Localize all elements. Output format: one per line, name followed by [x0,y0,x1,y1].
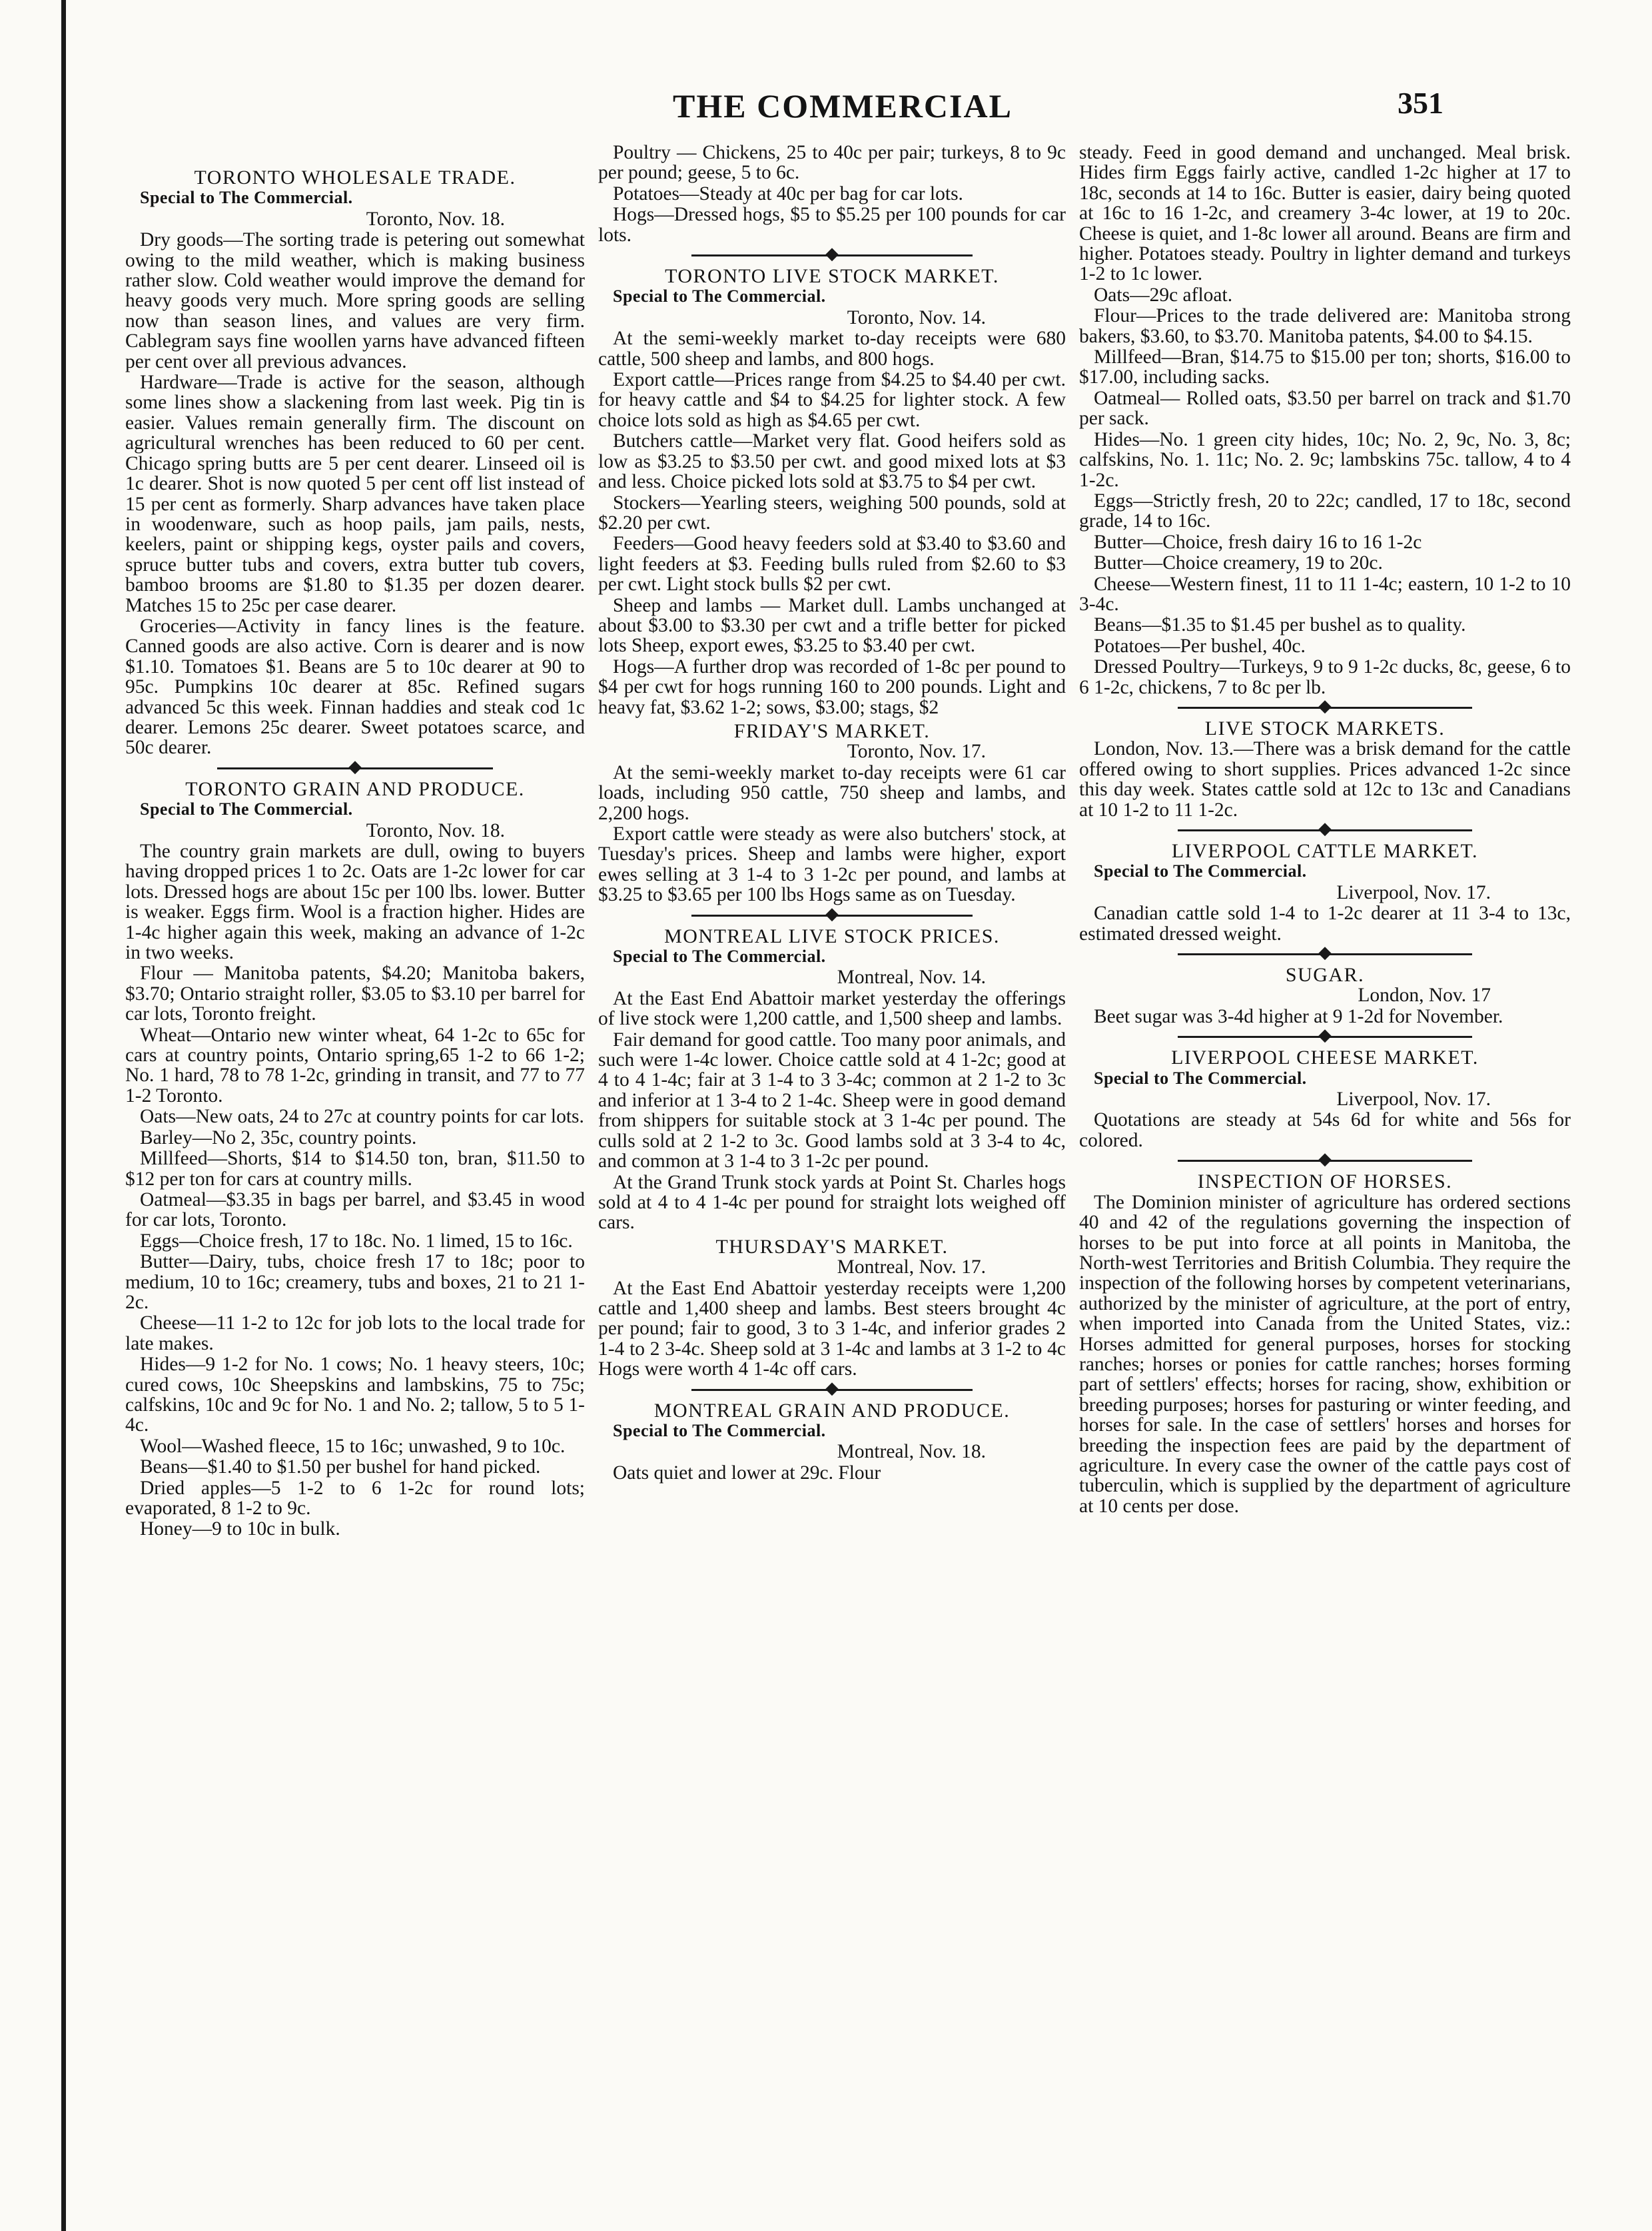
article-paragraph: Beans—$1.35 to $1.45 per bushel as to quality. [1094,614,1466,636]
article-paragraph: Millfeed—Bran, $14.75 to $15.00 per ton; shorts, $16.00 to $17.00, including sacks. [1079,346,1571,388]
article-paragraph: Honey—9 to 10c in bulk. [140,1518,340,1540]
article-paragraph: steady. Feed in good demand and unchanged. Meal brisk. Hides firm Eggs fairly active, candled 1-2c higher at 17 to 18c, seconds at 14 to 16c. Butter is easier, dairy being quoted at 16c to 16 1-2c, and creamery 3-4c lower, at 19 to 20c. Cheese is quiet, and 1-8c lower all around. Beans are firm and higher. Potatoes steady. Poultry in lighter demand and turkeys 1-2 to 1c lower. [1079,142,1571,285]
article-paragraph: Eggs—Choice fresh, 17 to 18c. No. 1 limed, 15 to 16c. [140,1230,573,1252]
column-2 [598,143,1066,1484]
article-paragraph: Millfeed—Shorts, $14 to $14.50 ton, bran, $11.50 to $12 per ton for cars at country mills. [125,1148,585,1190]
dateline: Montreal, Nov. 18. [837,1441,986,1463]
article-paragraph: Flour—Prices to the trade delivered are: Manitoba strong bakers, $3.60, to $3.70. Manitoba patents, $4.00 to $4.15. [1079,305,1571,347]
article-paragraph: Butchers cattle—Market very flat. Good heifers sold as low as $3.25 to $3.50 per cwt. and good mixed lots at $3 and less. Choice picked lots sold at $3.75 to $4 per cwt. [598,430,1066,493]
section-divider [598,908,1066,923]
article-paragraph: Hardware—Trade is active for the season, although some lines show a slackening from last week. Pig tin is easier. Values remain generally firm. The discount on agricultural wrenches has been reduced to 60 per cent. Chicago spring butts are 5 per cent dearer. Linseed oil is 1c dearer. Shot is now quoted 5 per cent off list instead of 15 per cent as formerly. Sharp advances have taken place in woodenware, such as hoop pails, jam pails, nests, keelers, paint or shipping kegs, oyster pails and covers, spruce butter tubs and covers, extra butter tub covers, bamboo brooms are $1.80 to $1.35 per dozen dearer. Matches 15 to 25c per case dearer. [125,372,585,616]
article-paragraph: Canadian cattle sold 1-4 to 1-2c dearer at 11 3-4 to 13c, estimated dressed weight. [1079,903,1571,945]
article-heading: LIVERPOOL CATTLE MARKET. [1171,840,1479,862]
page-binding-edge [61,0,66,2231]
special-correspondent-line: Special to The Commercial. [613,947,826,967]
article-paragraph: At the East End Abattoir market yesterday the offerings of live stock were 1,200 cattle, and 1,500 sheep and lambs. [598,987,1066,1030]
section-divider [598,1382,1066,1397]
article-paragraph: Export cattle were steady as were also butchers' stock, at Tuesday's prices. Sheep and lambs were higher, export ewes selling at 3 1-4 to 3 1-2c per pound, and lambs at $3.25 to $3.65 per 100 lbs Hogs same as on Tuesday. [598,823,1066,906]
section-divider [1079,1029,1571,1044]
article-paragraph: Barley—No 2, 35c, country points. [140,1126,417,1148]
article-heading: INSPECTION OF HORSES. [1197,1170,1453,1193]
article-paragraph: Eggs—Strictly fresh, 20 to 22c; candled, 17 to 18c, second grade, 14 to 16c. [1079,490,1571,532]
article-paragraph: Dried apples—5 1-2 to 6 1-2c for round lots; evaporated, 8 1-2 to 9c. [125,1477,585,1519]
dateline: London, Nov. 17 [1358,985,1491,1007]
article-paragraph: Butter—Choice, fresh dairy 16 to 16 1-2c [1094,531,1422,553]
special-correspondent-line: Special to The Commercial. [140,799,353,819]
dateline: Liverpool, Nov. 17. [1336,881,1491,903]
section-divider [1079,823,1571,837]
article-paragraph: Potatoes—Per bushel, 40c. [1094,635,1306,657]
masthead [0,79,1652,132]
article-paragraph: Potatoes—Steady at 40c per bag for car lots. [613,183,963,205]
article-paragraph: Butter—Dairy, tubs, choice fresh 17 to 18c; poor to medium, 10 to 16c; creamery, tubs and boxes, 21 to 21 1-2c. [125,1251,585,1313]
article-paragraph: The Dominion minister of agriculture has ordered sections 40 and 42 of the regulations governing the inspection of horses to be put into force at all points in Manitoba, the North-west Territories and British Columbia. They require the inspection of the following horses by competent veterinarians, authorized by the minister of agriculture, at the port of entry, when imported into Canada from the United States, viz.: Horses admitted for general purposes, horses for stocking ranches; horses or ponies for cattle ranches; horses forming part of settlers' effects; horses for racing, show, exhibition or breeding purposes; horses for pasturing or winter feeding, and horses for sale. In the case of settlers' horses and horses for breeding the inspection fees are paid by the department of agriculture. In every case the owner of the cattle pays cost of tuberculin, which is supplied by the department of agriculture at 10 cents per dose. [1079,1191,1571,1517]
column-2-text [598,143,1066,1483]
article-heading: TORONTO LIVE STOCK MARKET. [665,265,999,288]
dateline: Toronto, Nov. 17. [847,741,986,763]
article-paragraph: Flour — Manitoba patents, $4.20; Manitoba bakers, $3.70; Ontario straight roller, $3.05 to $3.10 per barrel for car lots, Toronto freight. [125,963,585,1025]
article-paragraph: The country grain markets are dull, owing to buyers having dropped prices 1 to 2c. Oats are 1-2c lower for car lots. Dressed hogs are about 15c per 100 lbs. lower. Butter is weaker. Eggs firm. Wool is a fraction higher. Hides are 1-4c higher again this week, making an advance of 1-2c in two weeks. [125,841,585,964]
article-paragraph: Oats—New oats, 24 to 27c at country points for car lots. [140,1106,584,1128]
article-paragraph: Stockers—Yearling steers, weighing 500 pounds, sold at $2.20 per cwt. [598,492,1066,534]
dateline: Toronto, Nov. 14. [847,306,986,328]
article-paragraph: Beet sugar was 3-4d higher at 9 1-2d for November. [1094,1005,1503,1027]
article-heading: THURSDAY'S MARKET. [715,1235,949,1258]
article-paragraph: Oats—29c afloat. [1094,284,1233,306]
article-paragraph: Butter—Choice creamery, 19 to 20c. [1094,552,1383,574]
article-paragraph: Wheat—Ontario new winter wheat, 64 1-2c to 65c for cars at country points, Ontario spring,65 1-2 to 66 1-2; No. 1 hard, 78 to 78 1-2c, grinding in transit, and 77 to 77 1-2 Toronto. [125,1024,585,1107]
article-paragraph: Wool—Washed fleece, 15 to 16c; unwashed, 9 to 10c. [140,1435,566,1457]
article-paragraph: Hides—9 1-2 for No. 1 cows; No. 1 heavy steers, 10c; cured cows, 10c Sheepskins and lambskins, 75 to 75c; calfskins, 10c and 9c for No. 1 and No. 2; tallow, 5 to 5 1-4c. [125,1354,585,1436]
article-heading: TORONTO WHOLESALE TRADE. [194,167,516,189]
article-paragraph: Oatmeal— Rolled oats, $3.50 per barrel on track and $1.70 per sack. [1079,387,1571,430]
dateline: Montreal, Nov. 17. [837,1256,986,1278]
article-paragraph: Hogs—Dressed hogs, $5 to $5.25 per 100 pounds for car lots. [598,204,1066,246]
column-1 [125,148,585,1540]
special-correspondent-line: Special to The Commercial. [1094,1068,1307,1088]
article-paragraph: Oats quiet and lower at 29c. Flour [613,1462,881,1484]
article-paragraph: Quotations are steady at 54s 6d for white and 56s for colored. [1079,1109,1571,1151]
article-paragraph: Oatmeal—$3.35 in bags per barrel, and $3.45 in wood for car lots, Toronto. [125,1188,585,1231]
article-paragraph: Fair demand for good cattle. Too many poor animals, and such were 1-4c lower. Choice cattle sold at 4 1-2c; good at 4 to 4 1-4c; fair at 3 1-4 to 3 3-4c; common at 2 1-2 to 3c and inferior at 1 3-4 to 2 1-4c. Sheep were in good demand from shippers for suitable stock at 3 1-4c per pound. The culls sold at 2 1-2 to 3c. Good lambs sold at 3 3-4 to 4c, and common at 3 1-4 to 3 1-2c per pound. [598,1029,1066,1172]
article-paragraph: At the Grand Trunk stock yards at Point St. Charles hogs sold at 4 to 4 1-4c per pound for straight lots weighed off cars. [598,1171,1066,1234]
section-divider [598,248,1066,262]
article-heading: MONTREAL GRAIN AND PRODUCE. [653,1399,1011,1422]
article-heading: LIVERPOOL CHEESE MARKET. [1171,1047,1479,1069]
column-3 [1079,143,1571,1517]
dateline: Montreal, Nov. 14. [837,967,986,989]
article-paragraph: At the semi-weekly market to-day receipts were 61 car loads, including 950 cattle, 750 sheep and lambs, and 2,200 hogs. [598,761,1066,824]
section-divider [1079,700,1571,715]
dateline: Toronto, Nov. 18. [366,819,505,841]
article-paragraph: At the East End Abattoir yesterday receipts were 1,200 cattle and 1,400 sheep and lambs. Best steers brought 4c per pound; fair to good, 3 to 3 1-4c, and inferior grades 2 1-4 to 2 3-4c. Sheep sold at 3 1-4c and lambs at 3 1-2 to 4c Hogs were worth 4 1-4c off cars. [598,1277,1066,1380]
article-heading: TORONTO GRAIN AND PRODUCE. [185,777,525,800]
article-paragraph: Hides—No. 1 green city hides, 10c; No. 2, 9c, No. 3, 8c; calfskins, No. 1. 11c; No. 2. 9c; lambskins 75c. tallow, 4 to 4 1-2c. [1079,428,1571,491]
article-paragraph: Hogs—A further drop was recorded of 1-8c per pound to $4 per cwt for hogs running 160 to 200 pounds. Light and heavy fat, $3.62 1-2; sows, $3.00; stags, $2 [598,656,1066,718]
special-correspondent-line: Special to The Commercial. [1094,861,1307,881]
column-3-text [1079,143,1571,1516]
article-heading: MONTREAL LIVE STOCK PRICES. [664,925,1000,947]
dateline: Toronto, Nov. 18. [366,208,505,230]
article-paragraph: Cheese—Western finest, 11 to 11 1-4c; eastern, 10 1-2 to 10 3-4c. [1079,573,1571,615]
column-1-text [125,168,585,1540]
article-paragraph: Feeders—Good heavy feeders sold at $3.40 to $3.60 and light feeders at $3. Feeding bulls ruled from $2.60 to $3 per cwt. Light stock bulls $2 per cwt. [598,533,1066,596]
section-divider [1079,947,1571,961]
article-paragraph: Sheep and lambs — Market dull. Lambs unchanged at about $3.00 to $3.30 per cwt and a trifle better for picked lots Sheep, export ewes, $3.25 to $3.40 per cwt. [598,594,1066,657]
article-paragraph: London, Nov. 13.—There was a brisk demand for the cattle offered owing to short supplies. Prices advanced 1-2c since this day week. States cattle sold at 12c to 13c and Canadians at 10 1-2 to 11 1-2c. [1079,738,1571,821]
dateline: Liverpool, Nov. 17. [1336,1089,1491,1111]
section-divider [1079,1153,1571,1168]
publication-title: THE COMMERCIAL [673,87,1013,125]
special-correspondent-line: Special to The Commercial. [140,188,353,208]
article-paragraph: Cheese—11 1-2 to 12c for job lots to the local trade for late makes. [125,1312,585,1354]
special-correspondent-line: Special to The Commercial. [613,1420,826,1440]
article-paragraph: Dry goods—The sorting trade is petering out somewhat owing to the mild weather, which is making business rather slow. Cold weather would improve the demand for heavy goods very much. More spring goods are selling now than season lines, and values are very firm. Cablegram says fine woollen yarns have advanced fifteen per cent over all previous advances. [125,229,585,372]
special-correspondent-line: Special to The Commercial. [613,286,826,306]
article-paragraph: At the semi-weekly market to-day receipts were 680 cattle, 500 sheep and lambs, and 800 hogs. [598,328,1066,370]
article-paragraph: Export cattle—Prices range from $4.25 to $4.40 per cwt. for heavy cattle and $4 to $4.25 for lighter stock. A few choice lots sold as high as $4.65 per cwt. [598,369,1066,431]
section-divider [125,761,585,775]
article-heading: FRIDAY'S MARKET. [733,719,931,742]
article-paragraph: Groceries—Activity in fancy lines is the feature. Canned goods are also active. Corn is dearer and is now $1.10. Tomatoes $1. Beans are 5 to 10c dearer at 90 to 95c. Pumpkins 10c dearer at 85c. Refined sugars advanced 5c this week. Finnan haddies and steak cod 1c dearer. Lemons 25c dearer. Sweet potatoes scarce, and 50c dearer. [125,615,585,759]
page-number: 351 [1398,86,1444,120]
article-paragraph: Dressed Poultry—Turkeys, 9 to 9 1-2c ducks, 8c, geese, 6 to 6 1-2c, chickens, 7 to 8c per lb. [1079,656,1571,698]
article-heading: LIVE STOCK MARKETS. [1204,717,1446,739]
article-paragraph: Beans—$1.40 to $1.50 per bushel for hand picked. [140,1456,541,1478]
article-paragraph: Poultry — Chickens, 25 to 40c per pair; turkeys, 8 to 9c per pound; geese, 5 to 6c. [598,142,1066,184]
article-heading: SUGAR. [1285,964,1365,987]
